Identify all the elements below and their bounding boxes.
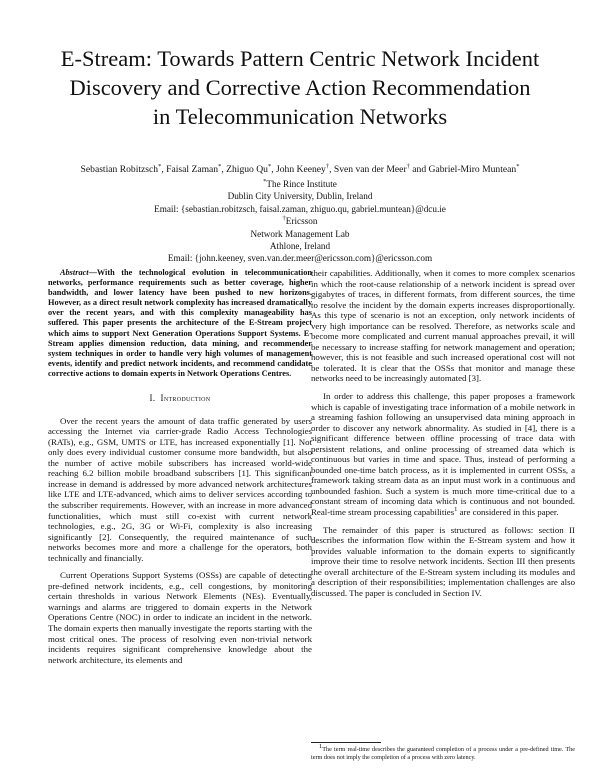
author-name: Gabriel-Miro Muntean [428, 164, 517, 175]
author-name: Zhiguo Qu [226, 164, 268, 175]
paragraph-text: In order to address this challenge, this paper proposes a framework which is capable of investigating trace information of a mobile network in a streaming fashion following an unsupervised data mining approach in order to discover any network abnormality. As studied in [4], there is a significant difference between offline processing of trace data with persistent relations, and online processing of streamed data which is continuous but varies in time and space. Thus, instead of performing a bounded one-time batch process, as it is implemented in current OSSs, a framework taking stream data as an input must work in a continuous and unbounded fashion. Such a system is much more time-critical due to a constant stream of incoming data which is continuous and not bounded. Real-time stream processing capabilities [311, 391, 575, 518]
author-name: Sven van der Meer [333, 164, 407, 175]
affiliations [60, 178, 540, 265]
affiliation-mark: * [263, 177, 267, 185]
paragraph-text: are considered in this paper. [457, 507, 559, 518]
author-name: John Keeney [276, 164, 326, 175]
footnote-ref: 1 [454, 506, 458, 514]
footnote-text: The term real-time describes the guaranteed completion of a process under a pre-defined time. The term does not imply the completion of a process with zero latency. [311, 746, 575, 761]
title-line: Discovery and Corrective Action Recommendation [69, 75, 531, 100]
affiliation-line: Athlone, Ireland [269, 241, 331, 252]
body-paragraph: Over the recent years the amount of data traffic generated by users accessing the Internet via carrier-grade Radio Access Technologies (RATs), e.g., GSM, UMTS or LTE, has increased exponentially [1]. Not only does every individual customer consume more bandwidth, but also the number of active mobile subscribers has increased world-wide reaching 6.2 billion mobile broadband subscribers [1]. This significant increase in demand is addressed by more advanced network architectures like LTE and LTE-advanced, which aims to deliver services according to the subscriber requirements. However, with an increase in more advanced functionalities, which must still co-exist with current network technologies, e.g., 2G, 3G or Wi-Fi, complexity is also increasing significantly [2]. Consequently, the required maintenance of such networks becomes more and more a challenge for the operators, both technically and financially. [48, 415, 312, 563]
paper-title [40, 44, 560, 131]
author-mark: * [218, 162, 222, 170]
author-name: Faisal Zaman [166, 164, 219, 175]
abstract-label: Abstract [60, 268, 89, 277]
body-paragraph: The remainder of this paper is structured as follows: section II describes the information flow within the E-Stream system and how it provides valuable information to the domain experts to significantly improve their time to resolve network incidents. Section III then presents the overall architecture of the E-Stream system including its modules and a description of their responsibilities; implementation challenges are also discussed. The paper is concluded in Section IV. [311, 524, 575, 598]
section-heading [48, 393, 312, 404]
author-mark: * [267, 162, 272, 170]
section-title: Introduction [160, 393, 211, 404]
abstract-text: —With the technological evolution in telecommunication networks, performance requirements such as better coverage, higher bandwidth, and lower latency have been pushed to new horizons. However, as a direct result network complexity has increased dramatically over the recent years, and with this complexity manageability has suffered. This paper presents the architecture of the E-Stream project which aims to support Next Generation Operations Support Systems. E-Stream applies dimension reduction, data mining, and recommender system techniques in order to handle very high volumes of management events, identify and predict network incidents, and recommend candidate corrective actions to domain experts in Network Operations Centres. [48, 268, 312, 378]
body-paragraph [311, 391, 575, 518]
author-mark: † [406, 162, 410, 170]
author-name: Sebastian Robitzsch [80, 164, 159, 175]
affiliation-mark: † [282, 215, 286, 223]
affiliation-line: Network Management Lab [250, 228, 350, 239]
body-paragraph: their capabilities. Additionally, when it comes to more complex scenarios in which the root-cause relationship of a network incident is spread over gigabytes of traces, in different formats, from different sources, the time to resolve the incident by the domain experts increases disproportionally. As this type of scenario is not an exception, only network incidents of very high importance can be resolved. Therefore, as networks scale and become more complicated and current manual approaches prevail, it will be necessary to increase staffing for network management and operation; however, this is not feasible and such increased operational cost will not be tolerated. It is clear that the OSSs that monitor and manage these networks need to be increasingly automated [3]. [311, 268, 575, 384]
institution-name: The Rince Institute [266, 179, 337, 189]
author-mark: * [158, 162, 162, 170]
institution-name: Ericsson [285, 216, 318, 227]
right-column [311, 268, 575, 605]
author-mark: † [325, 162, 330, 170]
section-number: I. [149, 393, 156, 404]
author-mark: * [516, 162, 520, 170]
author-list: Sebastian Robitzsch*, Faisal Zaman*, Zhiguo Qu*, John Keeney†, Sven van der Meer† and Gabriel-Miro Muntean* [80, 162, 520, 175]
title-line: in Telecommunication Networks [152, 104, 448, 129]
abstract [48, 268, 312, 379]
affiliation-line [60, 215, 540, 227]
left-column [48, 268, 312, 672]
affiliation-email: Email: {sebastian.robitzsch, faisal.zaman, zhiguo.qu, gabriel.muntean}@dcu.ie [154, 203, 446, 214]
affiliation-email: Email: {john.keeney, sven.van.der.meer@ericsson.com}@ericsson.com [167, 253, 433, 264]
affiliation-line [60, 178, 540, 190]
body-paragraph: Current Operations Support Systems (OSSs) are capable of detecting pre-defined network incidents, e.g., cell congestions, by monitoring certain thresholds in various Network Elements (NEs). Eventually, warnings and alarms are triggered to domain experts in the Network Operations Centre (NOC) in order to indicate an incident in the network. The domain experts then manually investigate the reports starting with the most critical ones. The process of resolving even non-trivial network incidents requires significant comprehensive knowledge about the network architecture, its elements and [48, 570, 312, 665]
footnote-mark: 1 [319, 742, 323, 750]
title-line: E-Stream: Towards Pattern Centric Network Incident [60, 46, 540, 71]
footnote [311, 742, 575, 761]
affiliation-line: Dublin City University, Dublin, Ireland [227, 191, 373, 202]
